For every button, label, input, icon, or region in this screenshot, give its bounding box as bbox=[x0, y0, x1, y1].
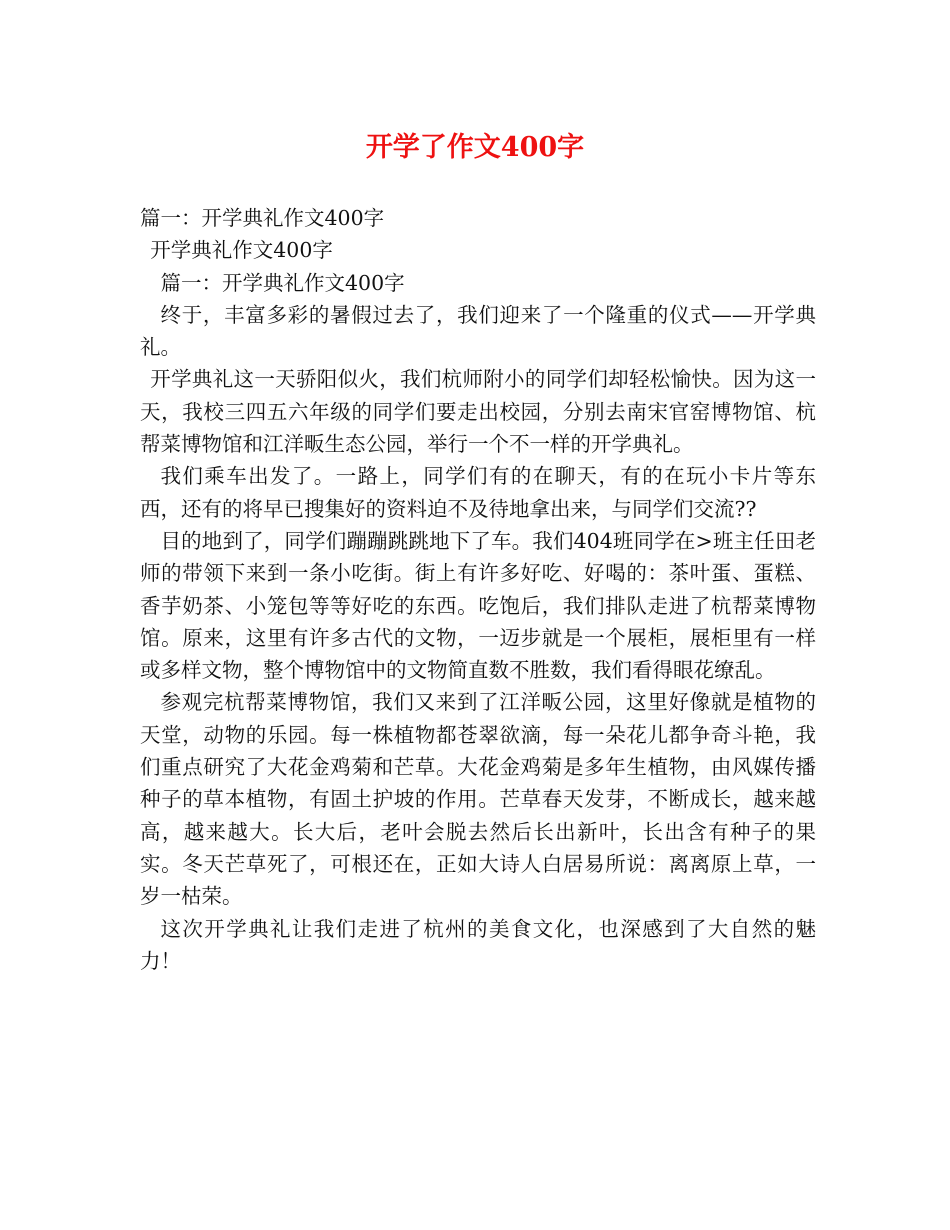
paragraph: 这次开学典礼让我们走进了杭州的美食文化，也深感到了大自然的魅力！ bbox=[140, 916, 816, 973]
paragraph: 我们乘车出发了。一路上，同学们有的在聊天，有的在玩小卡片等东西，还有的将早已搜集好的资料迫不及待地拿出来，与同学们交流?? bbox=[140, 464, 816, 521]
document-body bbox=[140, 202, 816, 977]
paragraph: 终于，丰富多彩的暑假过去了，我们迎来了一个隆重的仪式——开学典礼。 bbox=[140, 302, 816, 360]
paragraph: 开学典礼这一天骄阳似火，我们杭师附小的同学们却轻松愉快。因为这一天，我校三四五六年级的同学们要走出校园，分别去南宋官窑博物馆、杭帮菜博物馆和江洋畈生态公园，举行一个不一样的开学典礼。 bbox=[140, 367, 816, 457]
paragraph: 参观完杭帮菜博物馆，我们又来到了江洋畈公园，这里好像就是植物的天堂，动物的乐园。每一株植物都苍翠欲滴，每一朵花儿都争奇斗艳，我们重点研究了大花金鸡菊和芒草。大花金鸡菊是多年生植物，由风媒传播种子的草本植物，有固土护坡的作用。芒草春天发芽，不断成长，越来越高，越来越大。长大后，老叶会脱去然后长出新叶，长出含有种子的果实。冬天芒草死了，可根还在，正如大诗人白居易所说：离离原上草，一岁一枯荣。 bbox=[140, 690, 816, 909]
section-heading: 篇一：开学典礼作文400字 bbox=[140, 206, 385, 230]
subsection-heading: 开学典礼作文400字 bbox=[150, 238, 333, 263]
paragraph: 目的地到了，同学们蹦蹦跳跳地下了车。我们404班同学在>班主任田老师的带领下来到一条小吃街。街上有许多好吃、好喝的：茶叶蛋、蛋糕、香芋奶茶、小笼包等等好吃的东西。吃饱后，我们排队走进了杭帮菜博物馆。原来，这里有许多古代的文物，一迈步就是一个展柜，展柜里有一样或多样文物，整个博物馆中的文物简直数不胜数，我们看得眼花缭乱。 bbox=[140, 528, 816, 683]
page-title: 开学了作文400字 bbox=[365, 132, 585, 163]
article-heading: 篇一：开学典礼作文400字 bbox=[160, 270, 405, 295]
